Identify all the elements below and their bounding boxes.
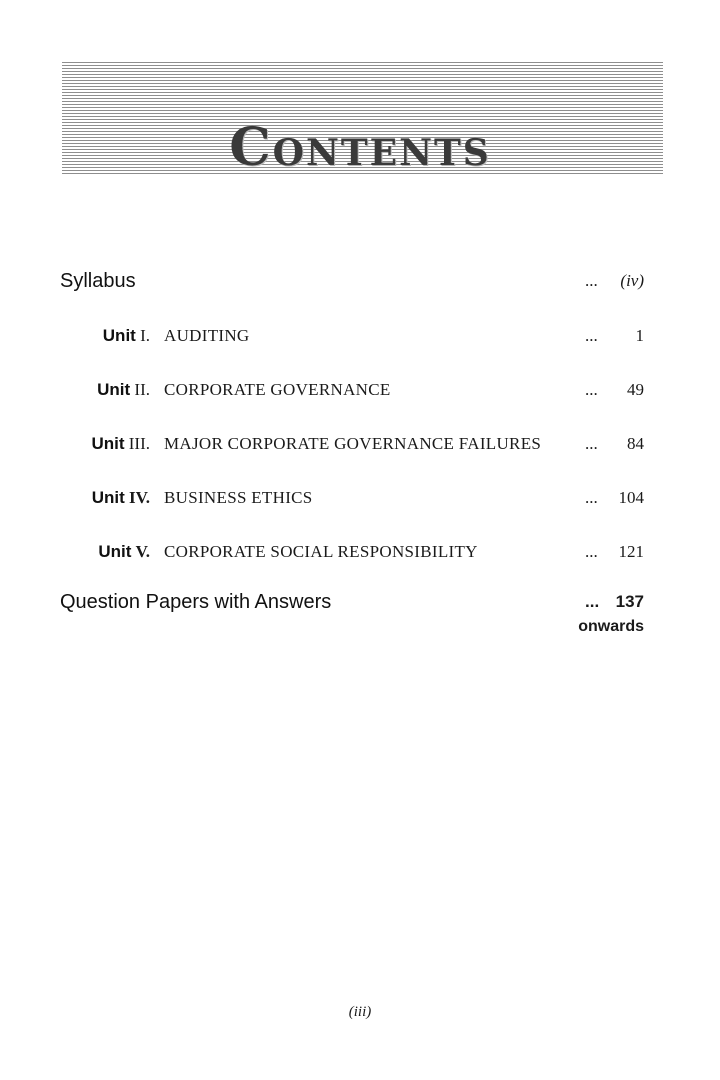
toc-page-number: 84 (627, 434, 644, 453)
toc-entry-label: Question Papers with Answers (60, 591, 332, 613)
unit-number (0, 537, 150, 567)
toc-entry-unit-5[interactable] (0, 537, 720, 567)
toc-leader-dots: ... (585, 488, 598, 507)
toc-entry-question-papers[interactable] (0, 587, 720, 617)
toc-entry-unit-1[interactable] (0, 321, 720, 351)
page-number-footer: (iii) (348, 1004, 372, 1020)
toc-page-note: onwards (578, 618, 644, 635)
toc-entry-title: BUSINESS ETHICS (164, 488, 313, 507)
toc-entry-unit-2[interactable] (0, 375, 720, 405)
unit-word: Unit (91, 434, 125, 453)
unit-word: Unit (91, 488, 125, 507)
toc-entry-title: CORPORATE SOCIAL RESPONSIBILITY (164, 542, 478, 561)
toc-entry-title: MAJOR CORPORATE GOVERNANCE FAILURES (164, 434, 542, 453)
toc-entry-unit-3[interactable] (0, 429, 720, 459)
toc-leader-dots: ... (585, 326, 598, 345)
unit-number (0, 375, 150, 405)
unit-numeral: IV. (129, 488, 150, 507)
toc-page-number: 49 (627, 380, 644, 399)
toc-page-number: 137 (615, 592, 644, 611)
toc-leader-dots: ... (585, 434, 598, 453)
unit-number (0, 483, 150, 513)
unit-numeral: III. (128, 434, 150, 453)
toc-page-number: 1 (635, 326, 644, 345)
unit-number (0, 429, 150, 459)
unit-word: Unit (98, 542, 132, 561)
toc-page-number: 104 (618, 488, 644, 507)
unit-numeral: II. (134, 380, 150, 399)
unit-word: Unit (102, 326, 136, 345)
toc-page-number: (iv) (620, 271, 644, 290)
toc-entry-syllabus[interactable] (0, 266, 720, 296)
unit-numeral: V. (135, 542, 150, 561)
toc-leader-dots: ... (585, 592, 600, 611)
unit-word: Unit (97, 380, 131, 399)
page-title: Contents (229, 117, 491, 178)
toc-page-number: 121 (618, 542, 644, 561)
toc-entry-unit-4[interactable] (0, 483, 720, 513)
toc-leader-dots: ... (585, 271, 598, 290)
toc-leader-dots: ... (585, 542, 598, 561)
unit-number (0, 321, 150, 351)
toc-entry-label: Syllabus (60, 270, 136, 292)
toc-entry-title: CORPORATE GOVERNANCE (164, 380, 391, 399)
toc-entry-title: AUDITING (164, 326, 250, 345)
unit-numeral: I. (140, 326, 150, 345)
toc-leader-dots: ... (585, 380, 598, 399)
